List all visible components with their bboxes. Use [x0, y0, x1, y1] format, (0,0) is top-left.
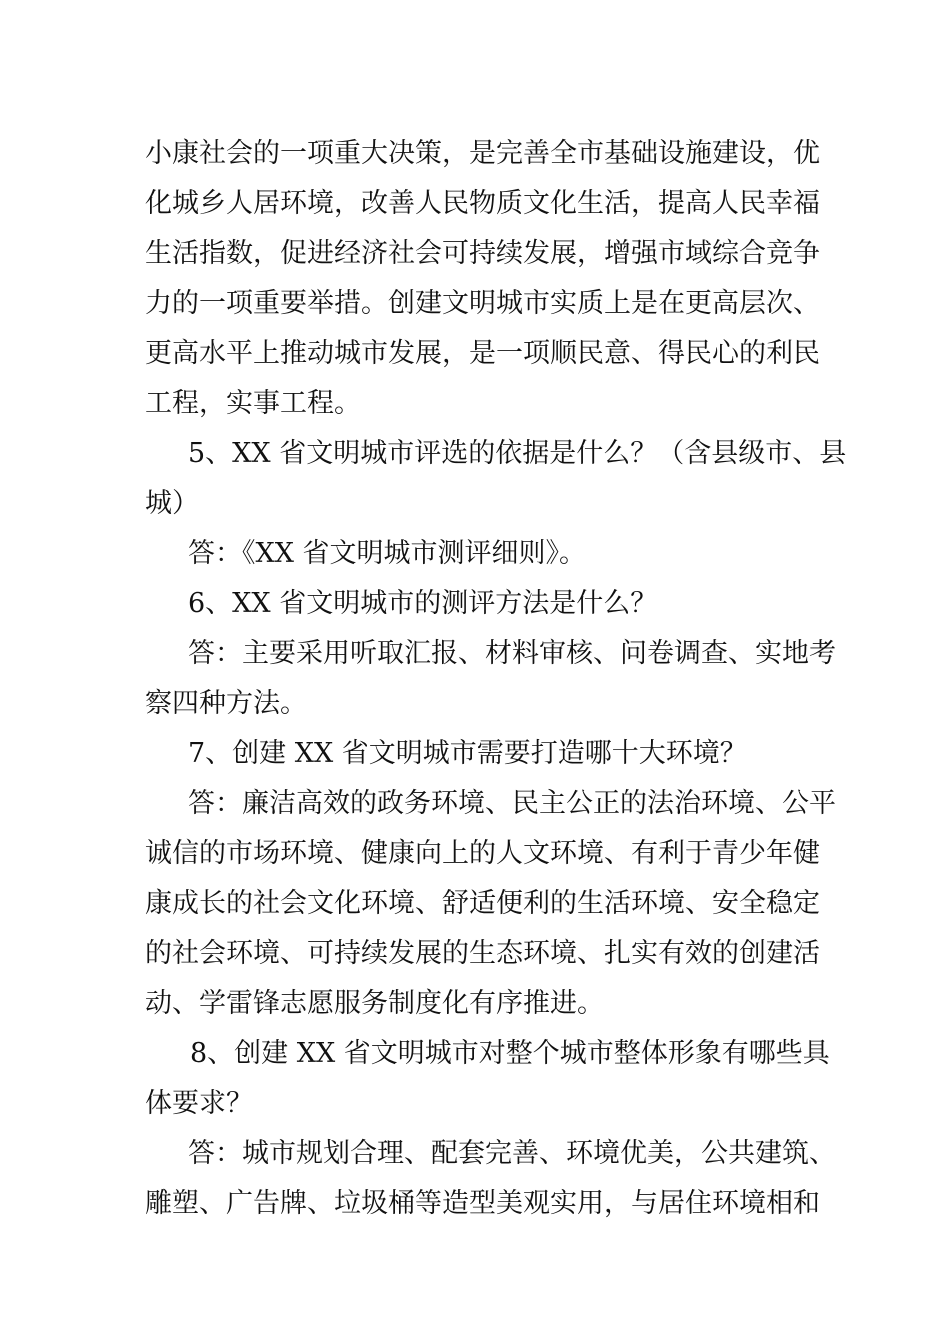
paragraph-line: 动、学雷锋志愿服务制度化有序推进。 — [145, 988, 604, 1019]
paragraph-line: 更高水平上推动城市发展，是一项顺民意、得民心的利民 — [145, 338, 820, 369]
question-8: 8、创建 XX 省文明城市对整个城市整体形象有哪些具 — [190, 1038, 830, 1069]
answer-5: 答：《XX 省文明城市测评细则》。 — [188, 538, 587, 569]
paragraph-line: 化城乡人居环境，改善人民物质文化生活，提高人民幸福 — [145, 188, 820, 219]
paragraph-line: 工程，实事工程。 — [145, 388, 361, 419]
answer-8: 答：城市规划合理、配套完善、环境优美，公共建筑、 — [188, 1138, 836, 1169]
paragraph-line: 诚信的市场环境、健康向上的人文环境、有利于青少年健 — [145, 838, 820, 869]
paragraph-line: 力的一项重要举措。创建文明城市实质上是在更高层次、 — [145, 288, 820, 319]
question-6: 6、XX 省文明城市的测评方法是什么？ — [188, 588, 658, 619]
paragraph-line: 小康社会的一项重大决策，是完善全市基础设施建设，优 — [145, 138, 820, 169]
paragraph-line: 雕塑、广告牌、垃圾桶等造型美观实用，与居住环境相和 — [145, 1188, 820, 1219]
question-7: 7、创建 XX 省文明城市需要打造哪十大环境？ — [188, 738, 747, 769]
paragraph-line: 康成长的社会文化环境、舒适便利的生活环境、安全稳定 — [145, 888, 820, 919]
paragraph-line: 城） — [145, 488, 199, 519]
question-5: 5、XX 省文明城市评选的依据是什么？（含县级市、县 — [188, 438, 847, 469]
answer-6: 答：主要采用听取汇报、材料审核、问卷调查、实地考 — [188, 638, 836, 669]
paragraph-line: 察四种方法。 — [145, 688, 307, 719]
answer-7: 答：廉洁高效的政务环境、民主公正的法治环境、公平 — [188, 788, 836, 819]
paragraph-line: 体要求？ — [145, 1088, 253, 1119]
paragraph-line: 的社会环境、可持续发展的生态环境、扎实有效的创建活 — [145, 938, 820, 969]
paragraph-line: 生活指数，促进经济社会可持续发展，增强市域综合竞争 — [145, 238, 820, 269]
